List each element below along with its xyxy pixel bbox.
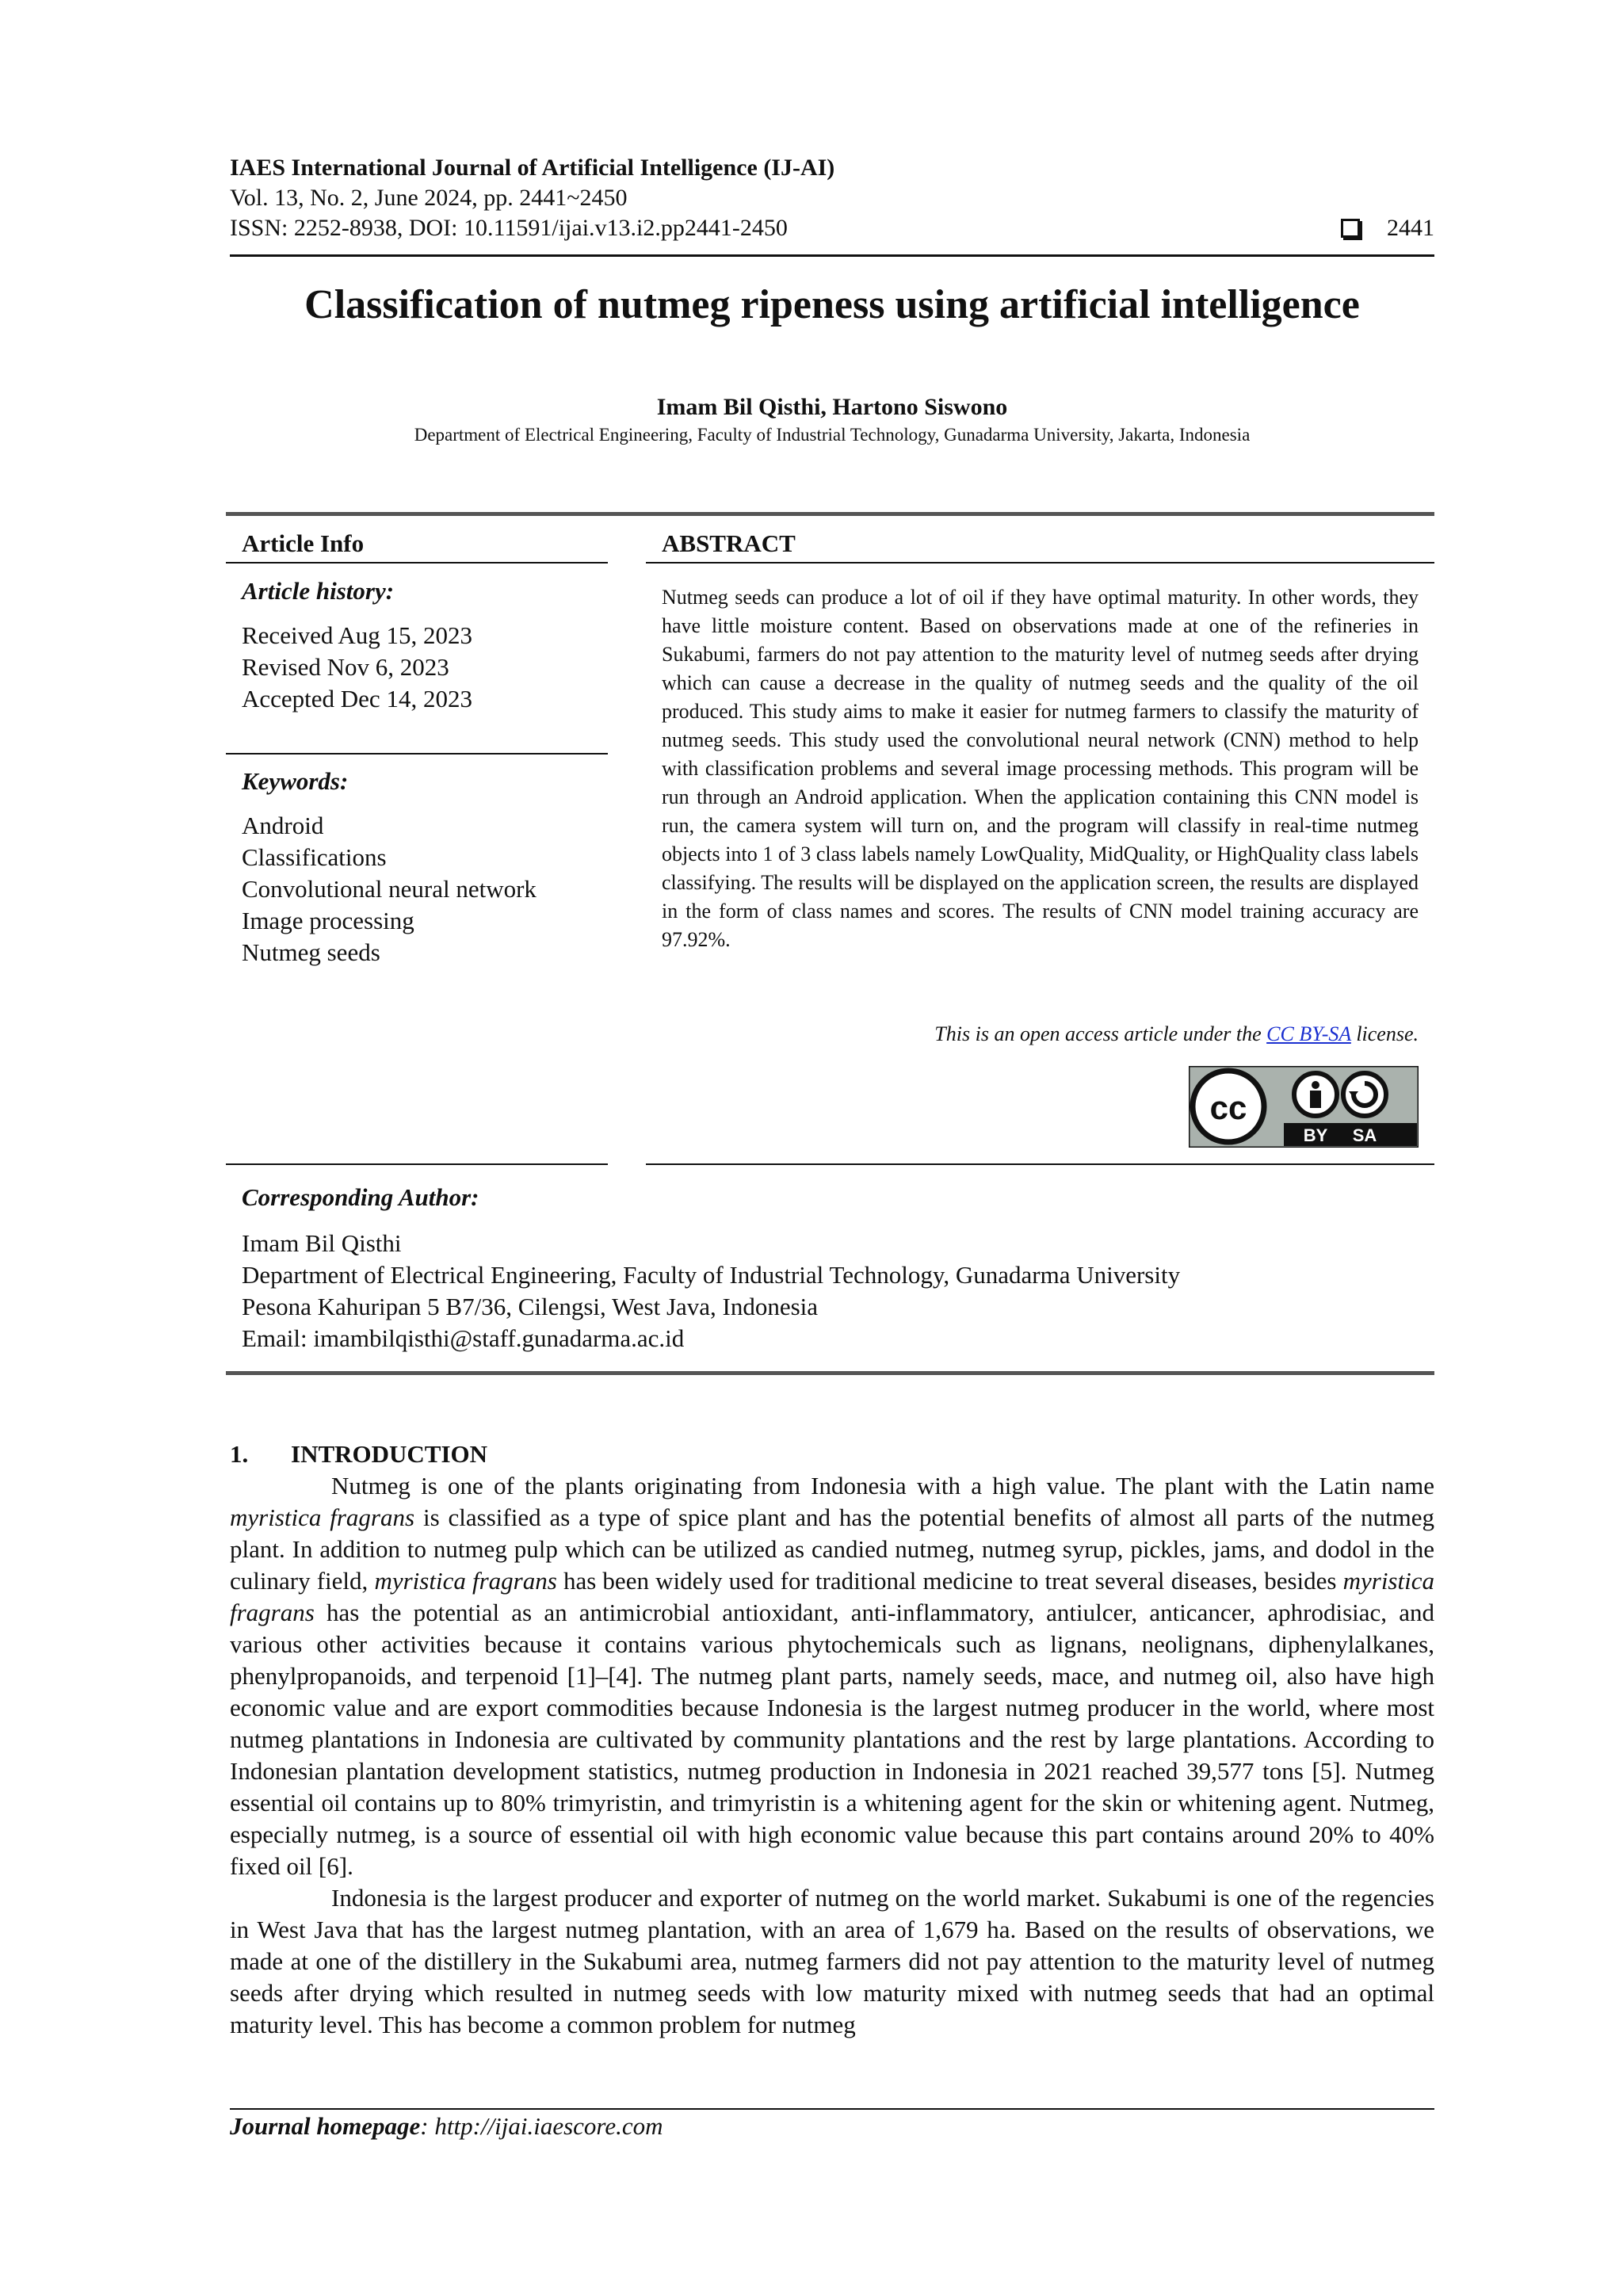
keyword: Image processing	[242, 907, 414, 934]
issn-doi: ISSN: 2252-8938, DOI: 10.11591/ijai.v13.i2.pp2441-2450	[230, 215, 788, 241]
badge-by-label: BY	[1303, 1125, 1328, 1145]
introduction-section	[230, 1438, 1434, 2041]
keyword: Nutmeg seeds	[242, 938, 380, 966]
text-run: has been widely used for traditional medicine to treat several diseases, besides	[556, 1567, 1343, 1595]
history-heading: Article history:	[242, 577, 395, 605]
received-date: Received Aug 15, 2023	[242, 621, 473, 649]
accepted-date: Accepted Dec 14, 2023	[242, 685, 472, 712]
intro-paragraph-2: Indonesia is the largest producer and exporter of nutmeg on the world market. Sukabumi is one of the regencies in West Java that has the largest nutmeg plantation, with an area of 1,679 ha. Based on the results of observations, we made at one of the distillery in the Sukabumi area, nutmeg farmers did not pay attention to the maturity level of nutmeg seeds after drying which resulted in nutmeg seeds with low maturity mixed with nutmeg seeds that had an optimal maturity level. This has become a common problem for nutmeg	[230, 1884, 1434, 2038]
footer-rule	[230, 2108, 1434, 2110]
cc-by-sa-link[interactable]: CC BY-SA	[1266, 1022, 1351, 1045]
corresponding-author	[242, 1183, 1430, 1354]
text-run: is classified as a type of spice plant and has the potential benefits of almost all parts of the nutmeg plant. In addition to nutmeg pulp which can be utilized as candied nutmeg, nutmeg syrup, pickles, jams, and dodol in the culinary field,	[230, 1503, 1434, 1595]
page-number: 2441	[1387, 215, 1434, 241]
keywords-block	[242, 767, 606, 968]
author-email: Email: imambilqisthi@staff.gunadarma.ac.id	[242, 1324, 685, 1352]
keywords-bottom-rule	[226, 1163, 608, 1165]
corresponding-heading: Corresponding Author:	[242, 1183, 479, 1211]
section-heading	[230, 1438, 1434, 1470]
article-info-heading: Article Info	[242, 529, 365, 557]
author-address: Pesona Kahuripan 5 B7/36, Cilengsi, West Java, Indonesia	[242, 1293, 819, 1320]
author-name: Imam Bil Qisthi	[242, 1229, 402, 1257]
info-bottom-rule	[226, 1371, 1434, 1375]
homepage-label: Journal homepage	[230, 2112, 421, 2140]
article-info-rule	[226, 562, 608, 563]
abstract-bottom-rule	[646, 1163, 1434, 1165]
header-rule	[230, 254, 1434, 257]
paper-title: Classification of nutmeg ripeness using artificial intelligence	[304, 282, 1360, 327]
latin-name: myristica fragrans	[230, 1503, 415, 1531]
keyword: Convolutional neural network	[242, 875, 537, 903]
running-header	[230, 153, 1434, 243]
latin-name: myristica fragrans	[230, 1567, 1434, 1626]
keyword: Classifications	[242, 843, 387, 871]
cc-by-sa-badge	[1189, 1066, 1419, 1148]
section-number: 1.	[230, 1440, 249, 1468]
article-info	[242, 529, 606, 558]
latin-name: myristica fragrans	[374, 1567, 557, 1595]
text-run: Nutmeg is one of the plants originating from Indonesia with a high value. The plant with the Latin name	[331, 1472, 1434, 1499]
license-note	[662, 1022, 1419, 1046]
info-top-rule	[226, 512, 1434, 516]
section-title: INTRODUCTION	[291, 1440, 488, 1468]
history-block	[242, 577, 606, 715]
journal-homepage	[230, 2112, 663, 2141]
license-suffix: license.	[1350, 1022, 1419, 1045]
svg-text:cc: cc	[1209, 1089, 1247, 1126]
affiliation: Department of Electrical Engineering, Faculty of Industrial Technology, Gunadarma University, Jakarta, Indonesia	[414, 425, 1251, 445]
author-department: Department of Electrical Engineering, Faculty of Industrial Technology, Gunadarma University	[242, 1261, 1181, 1289]
abstract-rule	[646, 562, 1434, 563]
revised-date: Revised Nov 6, 2023	[242, 653, 449, 681]
homepage-sep: :	[420, 2112, 435, 2140]
abstract-text: Nutmeg seeds can produce a lot of oil if they have optimal maturity. In other words, they have little moisture content. Based on observations made at one of the refineries in Sukabumi, farmers do not pay attention to the maturity level of nutmeg seeds after drying which can cause a decrease in the quality of nutmeg seeds and the quality of the oil produced. This study aims to make it easier for nutmeg farmers to classify the maturity of nutmeg seeds. This study used the convolutional neural network (CNN) method to help with classification problems and several image processing methods. This program will be run through an Android application. When the application containing this CNN model is run, the camera system will turn on, and the program will classify in real-time nutmeg objects into 1 of 3 class labels namely LowQuality, MidQuality, or HighQuality class labels classifying. The results will be displayed on the application screen, the results are displayed in the form of class names and scores. The results of CNN model training accuracy are 97.92%.	[662, 586, 1419, 951]
intro-paragraph-1	[230, 1470, 1434, 1882]
journal-name: IAES International Journal of Artificial Intelligence (IJ-AI)	[230, 155, 835, 181]
volume-info: Vol. 13, No. 2, June 2024, pp. 2441~2450	[230, 185, 628, 211]
license-prefix: This is an open access article under the	[934, 1022, 1267, 1045]
text-run: has the potential as an antimicrobial antioxidant, anti-inflammatory, antiulcer, anticancer, aphrodisiac, and various other activities because it contains various phytochemicals such as lignans, neolignans, diphenylalkanes, phenylpropanoids, and terpenoid [1]–[4]. The nutmeg plant parts, namely seeds, mace, and nutmeg oil, also have high economic value and are export commodities because Indonesia is the largest nutmeg producer in the world, where most nutmeg plantations in Indonesia are cultivated by community plantations and the rest by large plantations. According to Indonesian plantation development statistics, nutmeg production in Indonesia in 2021 reached 39,577 tons [5]. Nutmeg essential oil contains up to 80% trimyristin, and trimyristin is a whitening agent for the skin or whitening agent. Nutmeg, especially nutmeg, is a source of essential oil with high economic value because this part contains around 20% to 40% fixed oil [6].	[230, 1599, 1434, 1880]
history-rule	[226, 753, 608, 755]
checkbox-square-icon	[1341, 219, 1360, 238]
badge-sa-label: SA	[1352, 1125, 1377, 1145]
authors: Imam Bil Qisthi, Hartono Siswono	[656, 394, 1008, 420]
homepage-url[interactable]: http://ijai.iaescore.com	[434, 2112, 663, 2140]
abstract-heading: ABSTRACT	[662, 529, 796, 557]
keywords-heading: Keywords:	[242, 767, 349, 795]
keyword: Android	[242, 812, 324, 839]
